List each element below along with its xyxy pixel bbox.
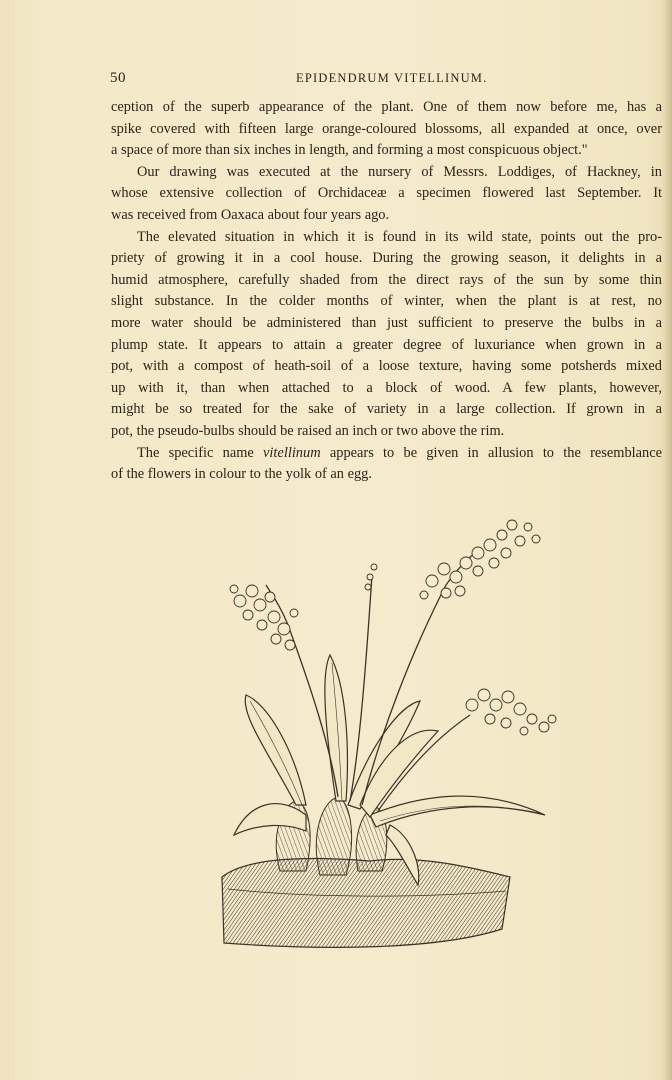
text-line: pot, the pseudo-bulbs should be raised an inch or two above the rim. [111, 422, 505, 439]
text-line: a space of more than six inches in length, and forming a most conspicuous object." [111, 142, 588, 159]
text-line: The elevated situation in which it is found in its wild state, points out the pro- [137, 228, 662, 245]
paragraph-1 [111, 97, 662, 162]
text-line: plump state. It appears to attain a greater degree of luxuriance when grown in a [111, 336, 662, 353]
paragraph-3 [111, 227, 662, 443]
flower-cluster-right [466, 689, 556, 735]
leaf [245, 695, 306, 805]
text-line: humid atmosphere, carefully shaded from the direct rays of the sun by some thin [111, 271, 662, 288]
wood-block [222, 858, 510, 947]
page-header [110, 70, 662, 90]
flower-cluster-top [420, 520, 540, 599]
leaf [325, 655, 348, 801]
italic-species-name: vitellinum [263, 444, 321, 461]
text-line: Our drawing was executed at the nursery of Messrs. Loddiges, of Hackney, in [137, 163, 662, 180]
text-line: slight substance. In the colder months of winter, when the plant is at rest, no [111, 293, 662, 310]
text-run: appears to be given in allusion to the resemblance [320, 444, 662, 461]
text-line: more water should be administered than just sufficient to preserve the bulbs in a [111, 314, 662, 331]
text-line: spike covered with fifteen large orange-coloured blossoms, all expanded at once, over [111, 120, 662, 137]
text-line: up with it, than when attached to a block of wood. A few plants, however, [111, 379, 662, 396]
paragraph-2 [111, 162, 662, 227]
text-line: ception of the superb appearance of the plant. One of them now before me, has a [111, 99, 662, 115]
page-number: 50 [110, 70, 126, 86]
flower-cluster-middle [365, 564, 377, 590]
flower-cluster-left [230, 585, 298, 650]
text-line: pot, with a compost of heath-soil of a loose texture, having some potsherds mixed [111, 358, 662, 375]
page-edge-shadow [662, 0, 672, 1080]
paragraph-4 [111, 443, 662, 486]
text-line [111, 443, 662, 465]
orchid-engraving [210, 505, 560, 955]
text-line: of the flowers in colour to the yolk of an egg. [111, 466, 372, 483]
text-line: was received from Oaxaca about four years ago. [111, 206, 390, 223]
text-line: priety of growing it in a cool house. During the growing season, it delights in a [111, 250, 662, 267]
text-run: The specific name [137, 444, 264, 461]
text-line: might be so treated for the sake of variety in a large collection. If grown in a [111, 401, 662, 418]
running-title: EPIDENDRUM VITELLINUM. [296, 71, 488, 85]
leaf [370, 796, 545, 827]
body-text [111, 97, 662, 486]
text-line: whose extensive collection of Orchidaceæ a specimen flowered last September. It [111, 185, 662, 202]
